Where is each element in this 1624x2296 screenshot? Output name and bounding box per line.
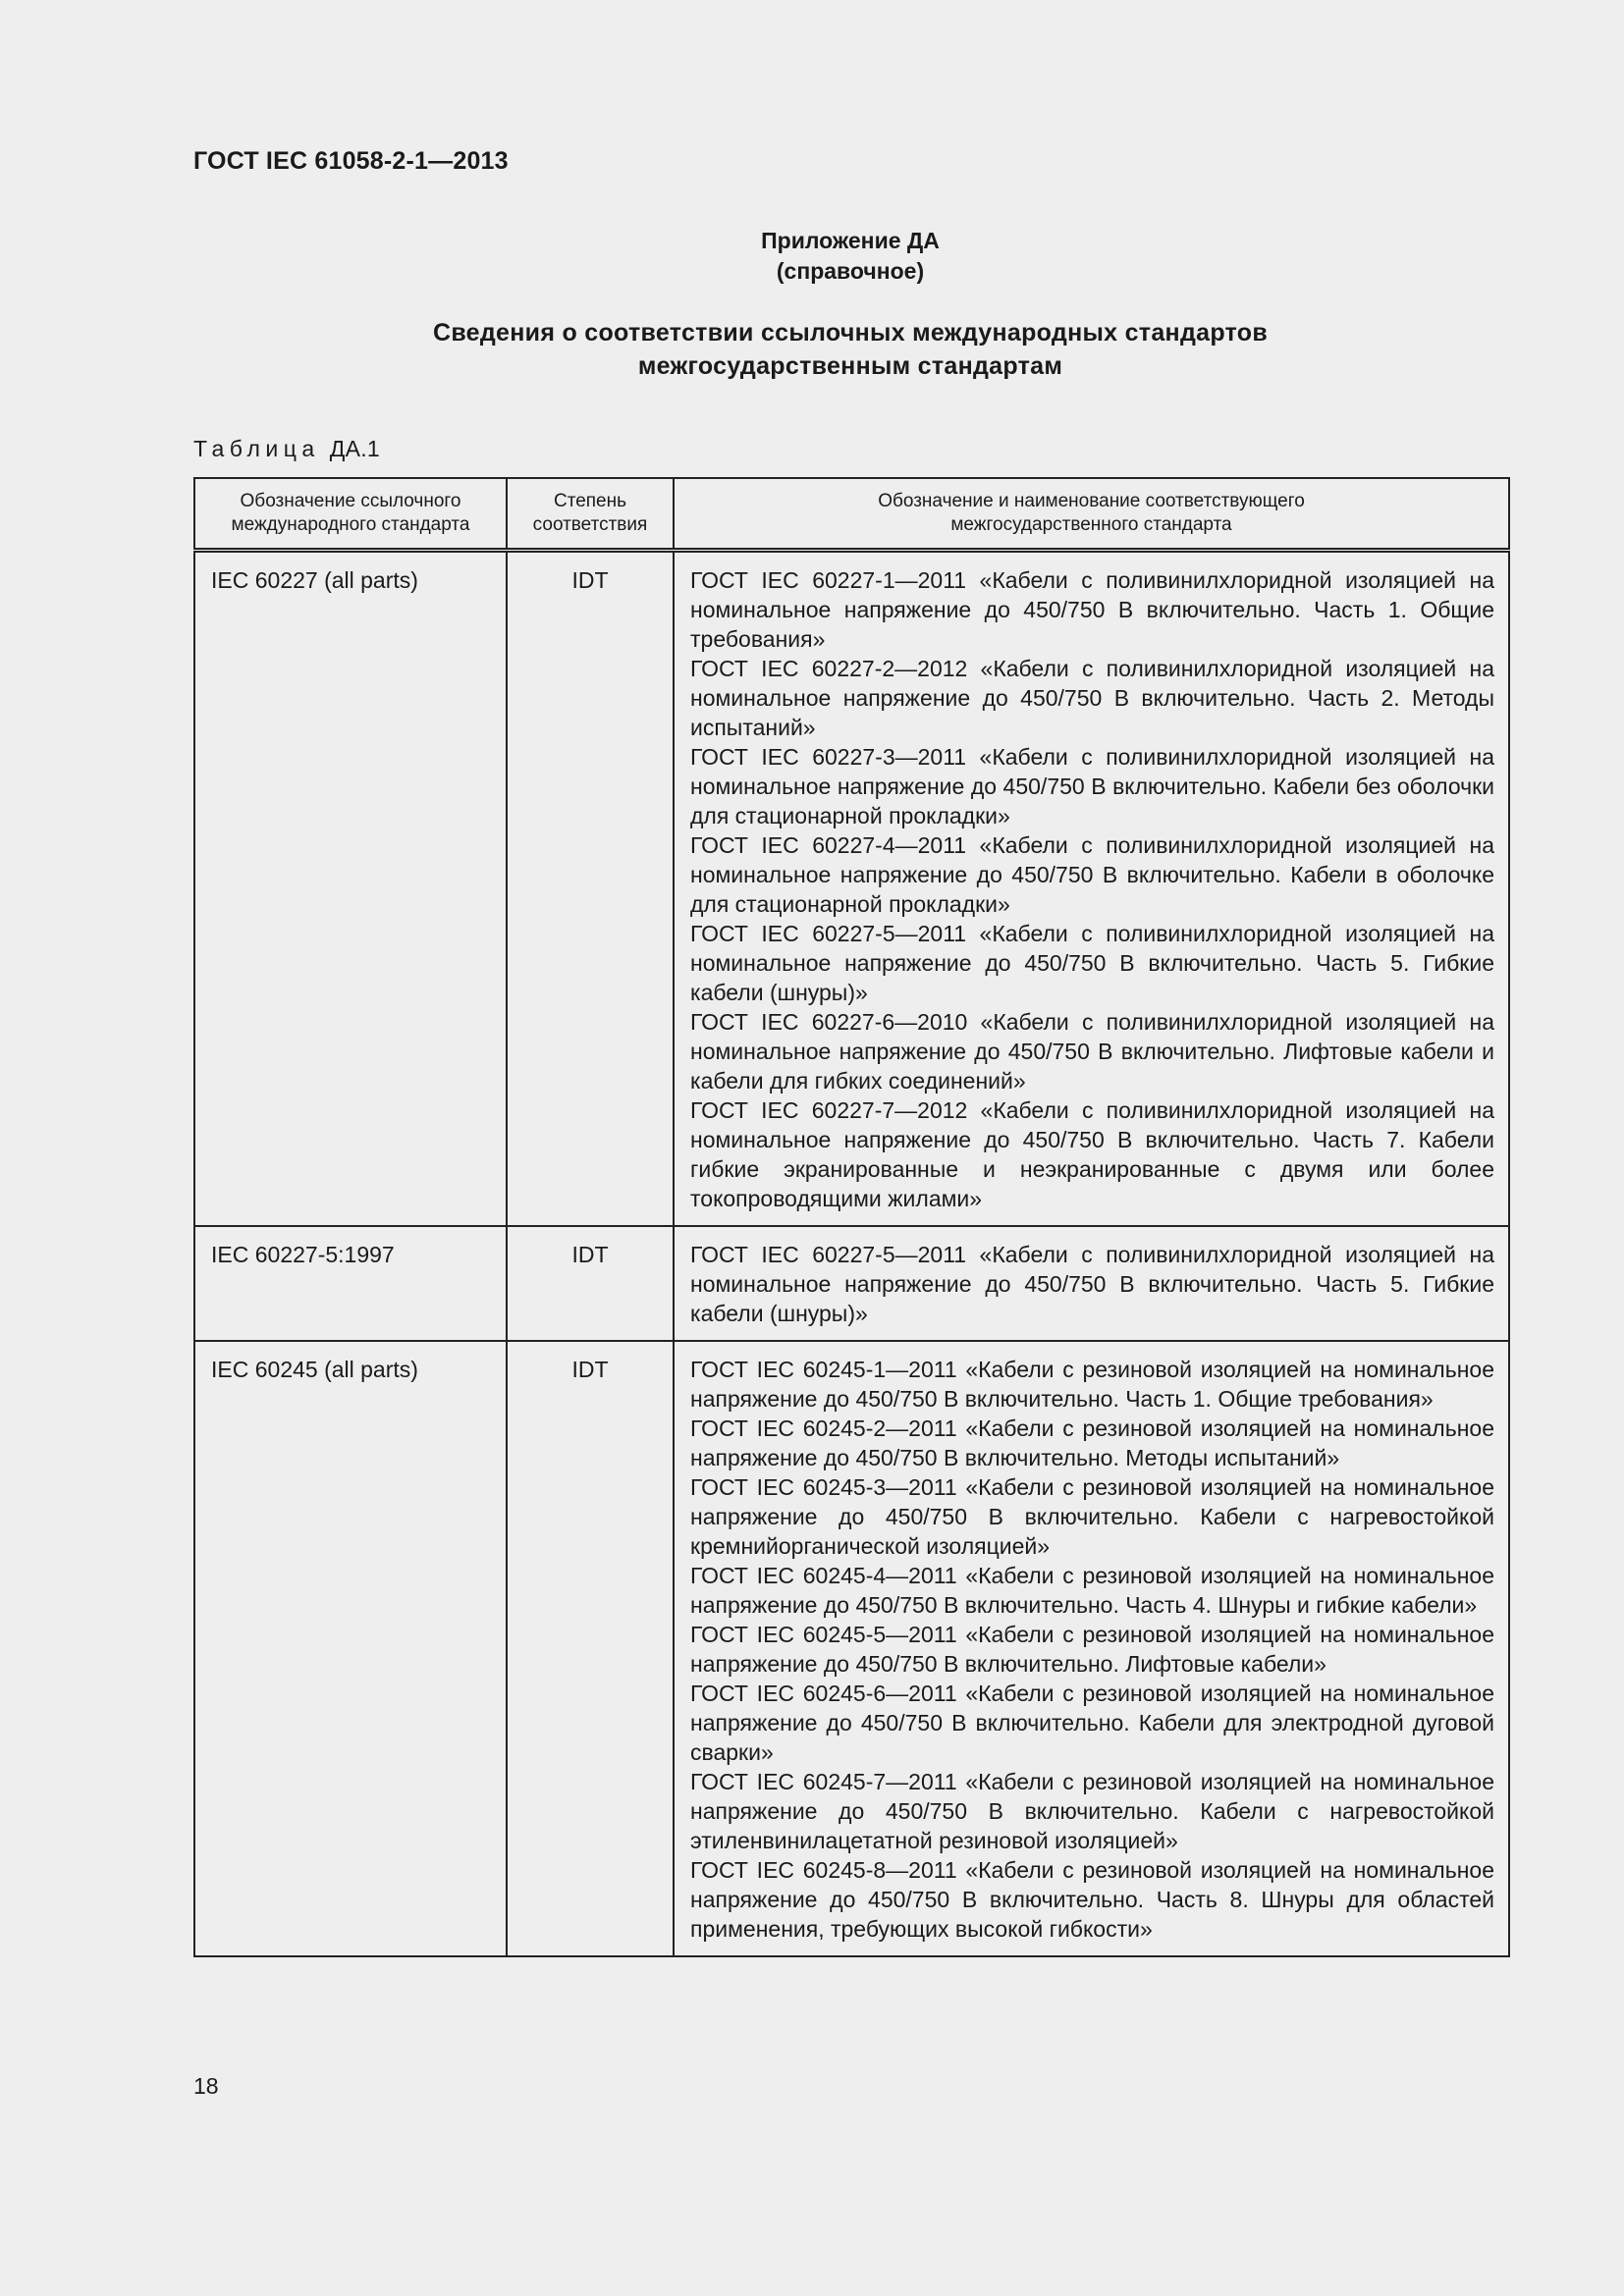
standard-entry: ГОСТ IEC 60245-3—2011 «Кабели с резиновой изоляцией на номинальное напряжение до 450/750 В включительно. Кабели с нагревостойкой кремнийорганической изоляцией» xyxy=(690,1474,1494,1559)
standard-entry: ГОСТ IEC 60227-7—2012 «Кабели с поливинилхлоридной изоляцией на номинальное напряжение до 450/750 В включительно. Часть 7. Кабели гибкие экранированные и неэкранированные с двумя или более токопроводящими жилами» xyxy=(690,1097,1494,1211)
reference-standard-cell: IEC 60245 (all parts) xyxy=(194,1341,507,1956)
standard-entry: ГОСТ IEC 60245-2—2011 «Кабели с резиновой изоляцией на номинальное напряжение до 450/750 В включительно. Методы испытаний» xyxy=(690,1415,1494,1470)
header-text: Степень xyxy=(553,491,627,511)
header-text: Обозначение и наименование соответствующего xyxy=(878,491,1305,511)
reference-standard-cell: IEC 60227-5:1997 xyxy=(194,1226,507,1341)
header-interstate-standard xyxy=(674,478,1509,551)
header-text: соответствия xyxy=(532,514,648,535)
section-title-line-1: Сведения о соответствии ссылочных международных стандартов xyxy=(432,319,1269,347)
degree-cell: IDT xyxy=(507,1341,674,1956)
table-row xyxy=(194,1226,1509,1341)
interstate-standard-cell xyxy=(674,1341,1509,1956)
correspondence-table xyxy=(193,477,1510,1957)
table-caption xyxy=(193,436,380,462)
page-number: 18 xyxy=(193,2073,219,2099)
interstate-standard-cell xyxy=(674,1226,1509,1341)
standard-entry: ГОСТ IEC 60245-6—2011 «Кабели с резиновой изоляцией на номинальное напряжение до 450/750 В включительно. Кабели для электродной дуговой сварки» xyxy=(690,1681,1494,1765)
standard-entry: ГОСТ IEC 60245-4—2011 «Кабели с резиновой изоляцией на номинальное напряжение до 450/750 В включительно. Часть 4. Шнуры и гибкие кабели» xyxy=(690,1563,1494,1618)
standard-entry: ГОСТ IEC 60245-1—2011 «Кабели с резиновой изоляцией на номинальное напряжение до 450/750 В включительно. Часть 1. Общие требования» xyxy=(690,1357,1494,1412)
table-body xyxy=(194,551,1509,1957)
document-code-header: ГОСТ IEC 61058-2-1—2013 xyxy=(193,147,509,175)
table-caption-number: ДА.1 xyxy=(329,436,380,461)
standard-entry: ГОСТ IEC 60245-8—2011 «Кабели с резиновой изоляцией на номинальное напряжение до 450/750 В включительно. Часть 8. Шнуры для областей применения, требующих высокой гибкости» xyxy=(690,1857,1494,1942)
standard-entry: ГОСТ IEC 60227-4—2011 «Кабели с поливинилхлоридной изоляцией на номинальное напряжение до 450/750 В включительно. Кабели в оболочке для стационарной прокладки» xyxy=(690,832,1494,917)
interstate-standard-cell xyxy=(674,551,1509,1227)
standard-entry: ГОСТ IEC 60245-5—2011 «Кабели с резиновой изоляцией на номинальное напряжение до 450/750 В включительно. Лифтовые кабели» xyxy=(690,1622,1494,1677)
standard-entry: ГОСТ IEC 60227-5—2011 «Кабели с поливинилхлоридной изоляцией на номинальное напряжение до 450/750 В включительно. Часть 5. Гибкие кабели (шнуры)» xyxy=(690,921,1494,1005)
standard-entry: ГОСТ IEC 60227-1—2011 «Кабели с поливинилхлоридной изоляцией на номинальное напряжение до 450/750 В включительно. Часть 1. Общие требования» xyxy=(690,567,1494,652)
standard-entry: ГОСТ IEC 60245-7—2011 «Кабели с резиновой изоляцией на номинальное напряжение до 450/750 В включительно. Кабели с нагревостойкой этиленвинилацетатной резиновой изоляцией» xyxy=(690,1769,1494,1853)
section-title-line-2: межгосударственным стандартам xyxy=(637,352,1063,380)
section-title xyxy=(193,316,1507,383)
standard-entry: ГОСТ IEC 60227-6—2010 «Кабели с поливинилхлоридной изоляцией на номинальное напряжение до 450/750 В включительно. Лифтовые кабели и кабели для гибких соединений» xyxy=(690,1009,1494,1094)
annex-subtitle: (справочное) xyxy=(776,258,925,284)
header-text: межгосударственного стандарта xyxy=(950,514,1232,535)
degree-cell: IDT xyxy=(507,1226,674,1341)
header-degree xyxy=(507,478,674,551)
header-text: международного стандарта xyxy=(231,514,470,535)
header-reference-standard xyxy=(194,478,507,551)
header-text: Обозначение ссылочного xyxy=(240,491,461,511)
table-row xyxy=(194,551,1509,1227)
degree-cell: IDT xyxy=(507,551,674,1227)
standard-entry: ГОСТ IEC 60227-2—2012 «Кабели с поливинилхлоридной изоляцией на номинальное напряжение до 450/750 В включительно. Часть 2. Методы испытаний» xyxy=(690,656,1494,740)
annex-heading xyxy=(193,226,1507,287)
annex-title: Приложение ДА xyxy=(761,228,940,253)
table-header-row xyxy=(194,478,1509,551)
reference-standard-cell: IEC 60227 (all parts) xyxy=(194,551,507,1227)
table-row xyxy=(194,1341,1509,1956)
table-caption-word: Таблица xyxy=(193,436,320,461)
standard-entry: ГОСТ IEC 60227-5—2011 «Кабели с поливинилхлоридной изоляцией на номинальное напряжение до 450/750 В включительно. Часть 5. Гибкие кабели (шнуры)» xyxy=(690,1242,1494,1326)
standard-entry: ГОСТ IEC 60227-3—2011 «Кабели с поливинилхлоридной изоляцией на номинальное напряжение до 450/750 В включительно. Кабели без оболочки для стационарной прокладки» xyxy=(690,744,1494,828)
